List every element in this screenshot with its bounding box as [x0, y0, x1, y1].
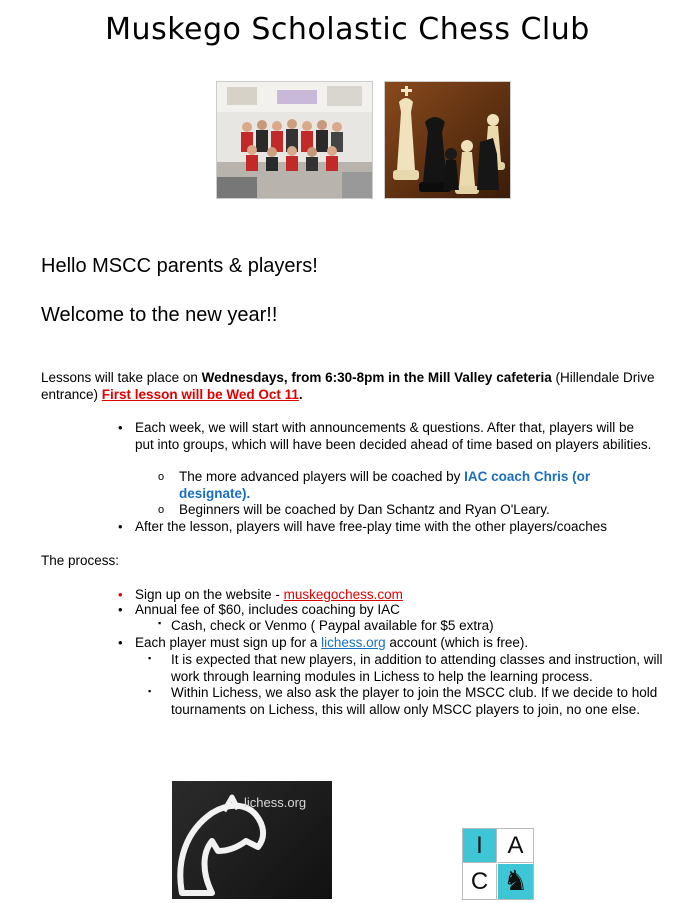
iac-logo-i: I — [463, 829, 497, 863]
iac-logo-a: A — [498, 829, 533, 863]
greeting-line-1: Hello MSCC parents & players! — [41, 255, 318, 277]
chess-pieces-photo — [384, 81, 511, 199]
iac-coach: IAC coach Chris (or designate). — [179, 469, 591, 501]
list-item-advanced — [179, 469, 649, 502]
iac-logo-c: C — [463, 864, 497, 899]
signup-text: Sign up on the website - — [135, 587, 284, 602]
bullet-circle: o — [158, 504, 165, 516]
iac-logo-knight-cell — [498, 864, 533, 899]
lessons-schedule: Wednesdays, from 6:30-8pm in the Mill Valley cafeteria — [201, 370, 552, 385]
lichess-link[interactable]: lichess.org — [321, 635, 386, 650]
bullet-dot: • — [118, 602, 123, 617]
list-item-fee: Annual fee of $60, includes coaching by IAC — [135, 602, 400, 617]
list-item-payment: Cash, check or Venmo ( Paypal available for $5 extra) — [171, 618, 494, 633]
list-item-weekly: Each week, we will start with announcements & questions. After that, players will be put into groups, which will have been decided ahead of time based on players abilities. — [135, 420, 652, 452]
bullet-dot: • — [118, 420, 123, 435]
greeting-line-2: Welcome to the new year!! — [41, 304, 278, 326]
chess-pieces-art — [385, 82, 510, 198]
bullet-square: ▪ — [148, 653, 152, 663]
account-text-end: account (which is free). — [385, 635, 529, 650]
team-photo-art — [217, 82, 372, 198]
page-title: Muskego Scholastic Chess Club — [105, 12, 590, 47]
website-link[interactable]: muskegochess.com — [283, 587, 403, 602]
advanced-text: The more advanced players will be coached by — [179, 469, 465, 484]
list-item-expect: It is expected that new players, in addition to attending classes and instruction, will work through learning modules in Lichess to help the learning process. — [171, 652, 663, 684]
bullet-square: ▪ — [158, 618, 162, 628]
bullet-dot: • — [118, 635, 123, 650]
bullet-dot: • — [118, 587, 123, 602]
account-text: Each player must sign up for a — [135, 635, 322, 650]
lessons-intro: Lessons will take place on — [41, 370, 202, 385]
iac-logo — [462, 828, 534, 900]
bullet-circle: o — [158, 471, 165, 483]
list-item-club: Within Lichess, we also ask the player to join the MSCC club. If we decide to hold tournaments on Lichess, this will allow only MSCC players to join, no one else. — [171, 685, 658, 717]
lichess-logo — [172, 781, 332, 899]
process-heading: The process: — [41, 553, 120, 568]
first-lesson-date: First lesson will be Wed Oct 11 — [101, 386, 299, 402]
lessons-paragraph — [41, 370, 671, 403]
list-item-beginners: Beginners will be coached by Dan Schantz and Ryan O'Leary. — [179, 502, 550, 517]
list-item-free-play: After the lesson, players will have free-play time with the other players/coaches — [135, 519, 607, 534]
list-item-account — [135, 635, 665, 652]
bullet-square: ▪ — [148, 686, 152, 696]
lessons-entrance: (Hillendale Drive entrance) — [41, 370, 655, 402]
team-photo — [216, 81, 373, 199]
first-lesson-period: . — [298, 386, 303, 402]
bullet-dot: • — [118, 519, 123, 534]
knight-icon: ♞ — [503, 865, 529, 896]
lichess-logo-text: lichess.org — [244, 795, 307, 810]
